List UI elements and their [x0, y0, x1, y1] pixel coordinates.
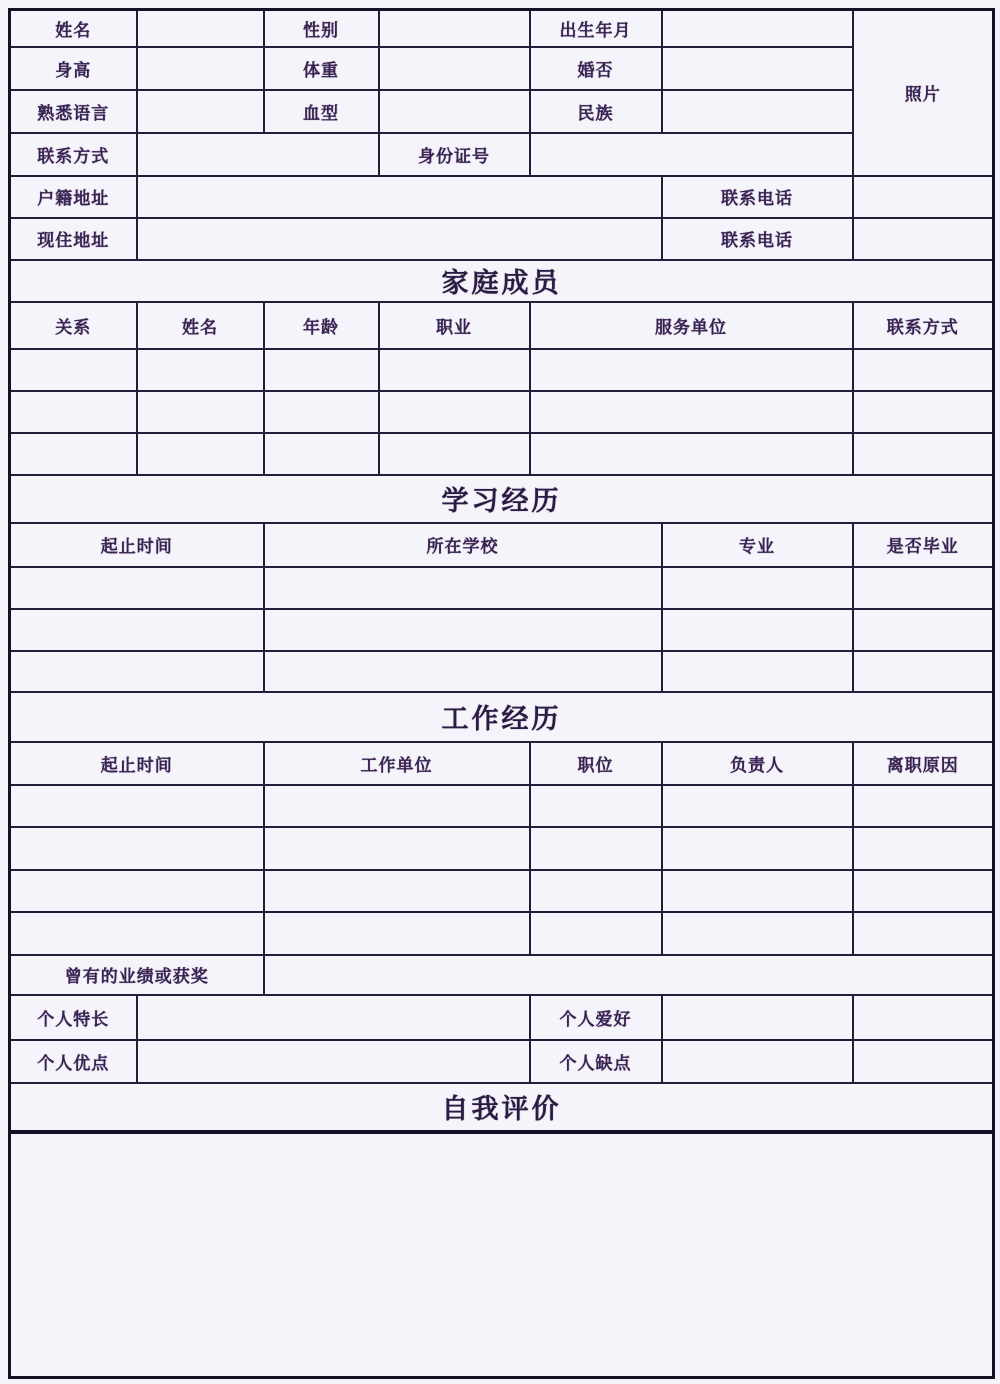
row-registered-address	[10, 176, 994, 218]
birth-date-input-cell[interactable]	[662, 10, 853, 47]
languages-label: 熟悉语言	[10, 90, 137, 133]
contact-label: 联系方式	[10, 133, 137, 176]
education-school-cell[interactable]	[264, 609, 662, 651]
row-self-evaluation-title	[10, 1083, 994, 1132]
phone-2-input-cell[interactable]	[853, 218, 994, 260]
education-graduated-cell[interactable]	[853, 651, 994, 692]
family-occupation-cell[interactable]	[379, 349, 530, 391]
blood-type-label: 血型	[264, 90, 379, 133]
education-school-cell[interactable]	[264, 651, 662, 692]
hobbies-input-cell[interactable]	[662, 995, 853, 1040]
work-header-position: 职位	[530, 742, 662, 785]
work-leave-reason-cell[interactable]	[853, 870, 994, 912]
work-blank-row	[10, 827, 994, 870]
work-position-cell[interactable]	[530, 870, 662, 912]
education-header-major: 专业	[662, 523, 853, 567]
self-evaluation-title: 自我评价	[10, 1083, 994, 1132]
family-employer-cell[interactable]	[530, 349, 853, 391]
row-self-evaluation-body	[10, 1132, 994, 1378]
work-supervisor-cell[interactable]	[662, 785, 853, 827]
advantages-extra-cell[interactable]	[853, 1040, 994, 1083]
family-age-cell[interactable]	[264, 349, 379, 391]
work-position-cell[interactable]	[530, 912, 662, 955]
family-header-name: 姓名	[137, 302, 264, 349]
work-period-cell[interactable]	[10, 785, 264, 827]
weaknesses-input-cell[interactable]	[662, 1040, 853, 1083]
family-header-occupation: 职业	[379, 302, 530, 349]
work-period-cell[interactable]	[10, 870, 264, 912]
work-header-leave-reason: 离职原因	[853, 742, 994, 785]
work-blank-row	[10, 912, 994, 955]
family-contact-cell[interactable]	[853, 391, 994, 433]
id-number-label: 身份证号	[379, 133, 530, 176]
education-section-title: 学习经历	[10, 475, 994, 523]
ethnicity-label: 民族	[530, 90, 662, 133]
row-advantages	[10, 1040, 994, 1083]
registered-address-input-cell[interactable]	[137, 176, 662, 218]
row-height	[10, 47, 994, 90]
family-name-cell[interactable]	[137, 391, 264, 433]
achievements-input-cell[interactable]	[264, 955, 994, 995]
family-occupation-cell[interactable]	[379, 433, 530, 475]
work-company-cell[interactable]	[264, 912, 530, 955]
education-graduated-cell[interactable]	[853, 609, 994, 651]
work-period-cell[interactable]	[10, 827, 264, 870]
row-current-address	[10, 218, 994, 260]
family-header-employer: 服务单位	[530, 302, 853, 349]
current-address-label: 现住地址	[10, 218, 137, 260]
row-languages	[10, 90, 994, 133]
photo-cell[interactable]: 照片	[853, 10, 994, 176]
education-header-graduated: 是否毕业	[853, 523, 994, 567]
gender-input-cell[interactable]	[379, 10, 530, 47]
work-section-title: 工作经历	[10, 692, 994, 742]
education-major-cell[interactable]	[662, 651, 853, 692]
family-relation-cell[interactable]	[10, 391, 137, 433]
family-blank-row	[10, 433, 994, 475]
education-header-school: 所在学校	[264, 523, 662, 567]
work-company-cell[interactable]	[264, 827, 530, 870]
education-blank-row	[10, 567, 994, 609]
strengths-extra-cell[interactable]	[853, 995, 994, 1040]
work-header-supervisor: 负责人	[662, 742, 853, 785]
family-header-relation: 关系	[10, 302, 137, 349]
work-company-cell[interactable]	[264, 785, 530, 827]
weaknesses-label: 个人缺点	[530, 1040, 662, 1083]
strengths-input-cell[interactable]	[137, 995, 530, 1040]
achievements-label: 曾有的业绩或获奖	[10, 955, 264, 995]
family-header-contact: 联系方式	[853, 302, 994, 349]
work-leave-reason-cell[interactable]	[853, 785, 994, 827]
work-header-period: 起止时间	[10, 742, 264, 785]
education-major-cell[interactable]	[662, 609, 853, 651]
weight-input-cell[interactable]	[379, 47, 530, 90]
gender-label: 性别	[264, 10, 379, 47]
family-occupation-cell[interactable]	[379, 391, 530, 433]
contact-input-cell[interactable]	[137, 133, 379, 176]
registered-address-label: 户籍地址	[10, 176, 137, 218]
ethnicity-input-cell[interactable]	[662, 90, 853, 133]
work-supervisor-cell[interactable]	[662, 827, 853, 870]
name-label: 姓名	[10, 10, 137, 47]
marital-status-input-cell[interactable]	[662, 47, 853, 90]
row-education-title	[10, 475, 994, 523]
family-relation-cell[interactable]	[10, 349, 137, 391]
row-contact	[10, 133, 994, 176]
hobbies-label: 个人爱好	[530, 995, 662, 1040]
family-blank-row	[10, 349, 994, 391]
blood-type-input-cell[interactable]	[379, 90, 530, 133]
advantages-label: 个人优点	[10, 1040, 137, 1083]
education-major-cell[interactable]	[662, 567, 853, 609]
row-family-headers	[10, 302, 994, 349]
row-work-title	[10, 692, 994, 742]
name-input-cell[interactable]	[137, 10, 264, 47]
family-name-cell[interactable]	[137, 433, 264, 475]
row-name	[10, 10, 994, 47]
work-company-cell[interactable]	[264, 870, 530, 912]
family-age-cell[interactable]	[264, 391, 379, 433]
current-address-input-cell[interactable]	[137, 218, 662, 260]
education-school-cell[interactable]	[264, 567, 662, 609]
phone-1-label: 联系电话	[662, 176, 853, 218]
work-leave-reason-cell[interactable]	[853, 912, 994, 955]
work-header-company: 工作单位	[264, 742, 530, 785]
education-period-cell[interactable]	[10, 567, 264, 609]
birth-date-label: 出生年月	[530, 10, 662, 47]
resume-table	[8, 8, 995, 1379]
weight-label: 体重	[264, 47, 379, 90]
resume-form	[8, 8, 992, 1379]
education-graduated-cell[interactable]	[853, 567, 994, 609]
phone-2-label: 联系电话	[662, 218, 853, 260]
row-achievements	[10, 955, 994, 995]
family-header-age: 年龄	[264, 302, 379, 349]
languages-input-cell[interactable]	[137, 90, 264, 133]
education-blank-row	[10, 651, 994, 692]
family-employer-cell[interactable]	[530, 391, 853, 433]
work-position-cell[interactable]	[530, 827, 662, 870]
work-supervisor-cell[interactable]	[662, 870, 853, 912]
work-supervisor-cell[interactable]	[662, 912, 853, 955]
work-blank-row	[10, 785, 994, 827]
marital-status-label: 婚否	[530, 47, 662, 90]
row-strengths	[10, 995, 994, 1040]
family-contact-cell[interactable]	[853, 433, 994, 475]
education-period-cell[interactable]	[10, 651, 264, 692]
education-header-period: 起止时间	[10, 523, 264, 567]
family-section-title: 家庭成员	[10, 260, 994, 302]
height-input-cell[interactable]	[137, 47, 264, 90]
row-family-title	[10, 260, 994, 302]
family-relation-cell[interactable]	[10, 433, 137, 475]
family-name-cell[interactable]	[137, 349, 264, 391]
height-label: 身高	[10, 47, 137, 90]
education-period-cell[interactable]	[10, 609, 264, 651]
education-blank-row	[10, 609, 994, 651]
strengths-label: 个人特长	[10, 995, 137, 1040]
phone-1-input-cell[interactable]	[853, 176, 994, 218]
family-employer-cell[interactable]	[530, 433, 853, 475]
work-period-cell[interactable]	[10, 912, 264, 955]
advantages-input-cell[interactable]	[137, 1040, 530, 1083]
work-position-cell[interactable]	[530, 785, 662, 827]
row-education-headers	[10, 523, 994, 567]
family-contact-cell[interactable]	[853, 349, 994, 391]
work-blank-row	[10, 870, 994, 912]
family-blank-row	[10, 391, 994, 433]
row-work-headers	[10, 742, 994, 785]
work-leave-reason-cell[interactable]	[853, 827, 994, 870]
id-number-input-cell[interactable]	[530, 133, 853, 176]
self-evaluation-input-cell[interactable]	[10, 1132, 994, 1378]
family-age-cell[interactable]	[264, 433, 379, 475]
